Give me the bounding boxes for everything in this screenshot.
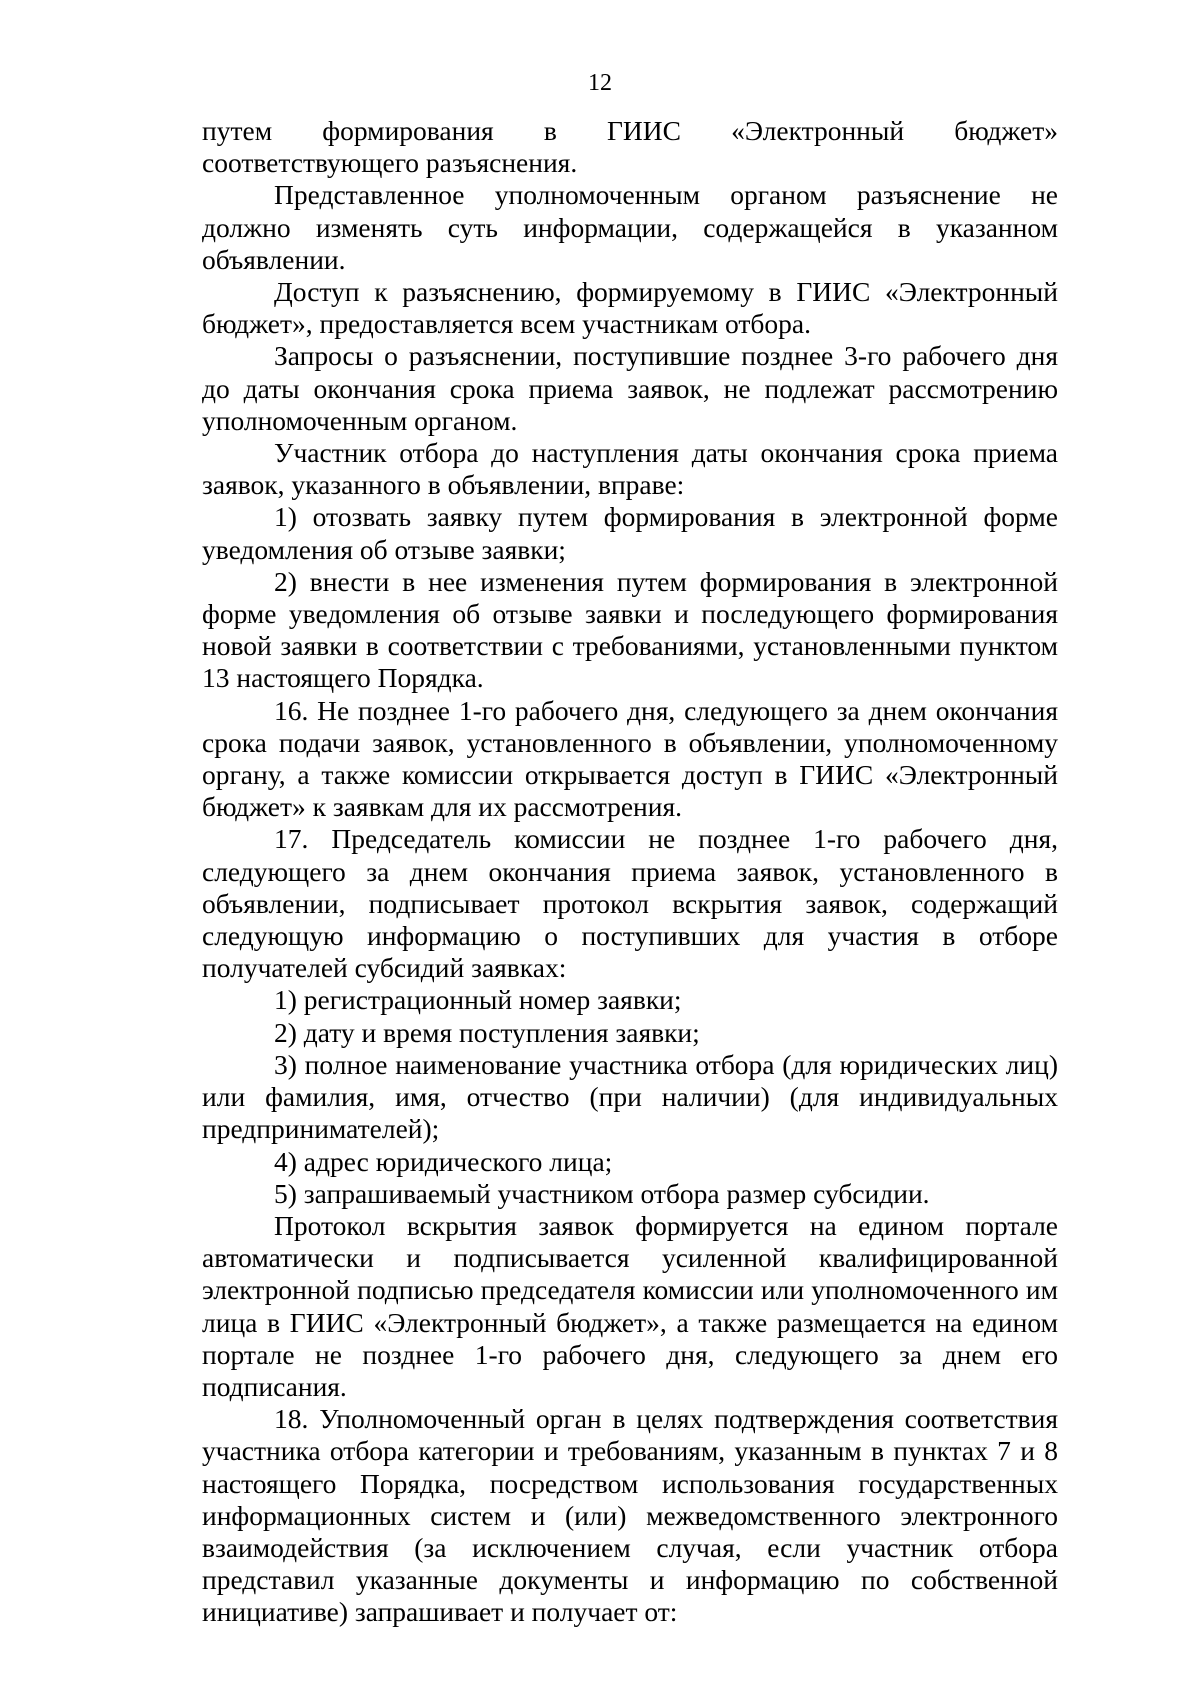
paragraph: 2) внести в нее изменения путем формирования в электронной форме уведомления об отзыве заявки и последующего формирования новой заявки в соответствии с требованиями, установленными пунктом 13 настоящего Порядка.: [202, 565, 1058, 694]
document-body: [202, 115, 1058, 1629]
paragraph: 16. Не позднее 1-го рабочего дня, следующего за днем окончания срока подачи заявок, установленного в объявлении, уполномоченному органу, а также комиссии открывается доступ в ГИИС «Электронный бюджет» к заявкам для их рассмотрения.: [202, 694, 1058, 823]
paragraph: Запросы о разъяснении, поступившие позднее 3-го рабочего дня до даты окончания срока приема заявок, не подлежат рассмотрению уполномоченным органом.: [202, 340, 1058, 436]
paragraph: 1) регистрационный номер заявки;: [274, 984, 682, 1016]
paragraph: 17. Председатель комиссии не позднее 1-го рабочего дня, следующего за днем окончания приема заявок, установленного в объявлении, подписывает протокол вскрытия заявок, содержащий следующую информацию о поступивших для участия в отборе получателей субсидий заявках:: [202, 823, 1058, 984]
paragraph: Доступ к разъяснению, формируемому в ГИИС «Электронный бюджет», предоставляется всем участникам отбора.: [202, 276, 1058, 340]
paragraph: Участник отбора до наступления даты окончания срока приема заявок, указанного в объявлении, вправе:: [202, 437, 1058, 501]
paragraph: 2) дату и время поступления заявки;: [274, 1016, 700, 1048]
paragraph: Представленное уполномоченным органом разъяснение не должно изменять суть информации, содержащейся в указанном объявлении.: [202, 179, 1058, 275]
paragraph: 5) запрашиваемый участником отбора размер субсидии.: [274, 1177, 930, 1209]
paragraph: 3) полное наименование участника отбора (для юридических лиц) или фамилия, имя, отчество (при наличии) (для индивидуальных предпринимателей);: [202, 1048, 1058, 1145]
paragraph: Протокол вскрытия заявок формируется на едином портале автоматически и подписывается усиленной квалифицированной электронной подписью председателя комиссии или уполномоченного им лица в ГИИС «Электронный бюджет», а также размещается на едином портале не позднее 1-го рабочего дня, следующего за днем его подписания.: [202, 1209, 1058, 1402]
paragraph: 18. Уполномоченный орган в целях подтверждения соответствия участника отбора категории и требованиям, указанным в пунктах 7 и 8 настоящего Порядка, посредством использования государственных информационных систем и (или) межведомственного электронного взаимодействия (за исключением случая, если участник отбора представил указанные документы и информацию по собственной инициативе) запрашивает и получает от:: [202, 1403, 1058, 1628]
paragraph: путем формирования в ГИИС «Электронный бюджет» соответствующего разъяснения.: [202, 115, 1058, 179]
paragraph: 1) отозвать заявку путем формирования в электронной форме уведомления об отзыве заявки;: [202, 501, 1058, 565]
paragraph: 4) адрес юридического лица;: [274, 1145, 613, 1177]
page-number: 12: [588, 70, 612, 96]
